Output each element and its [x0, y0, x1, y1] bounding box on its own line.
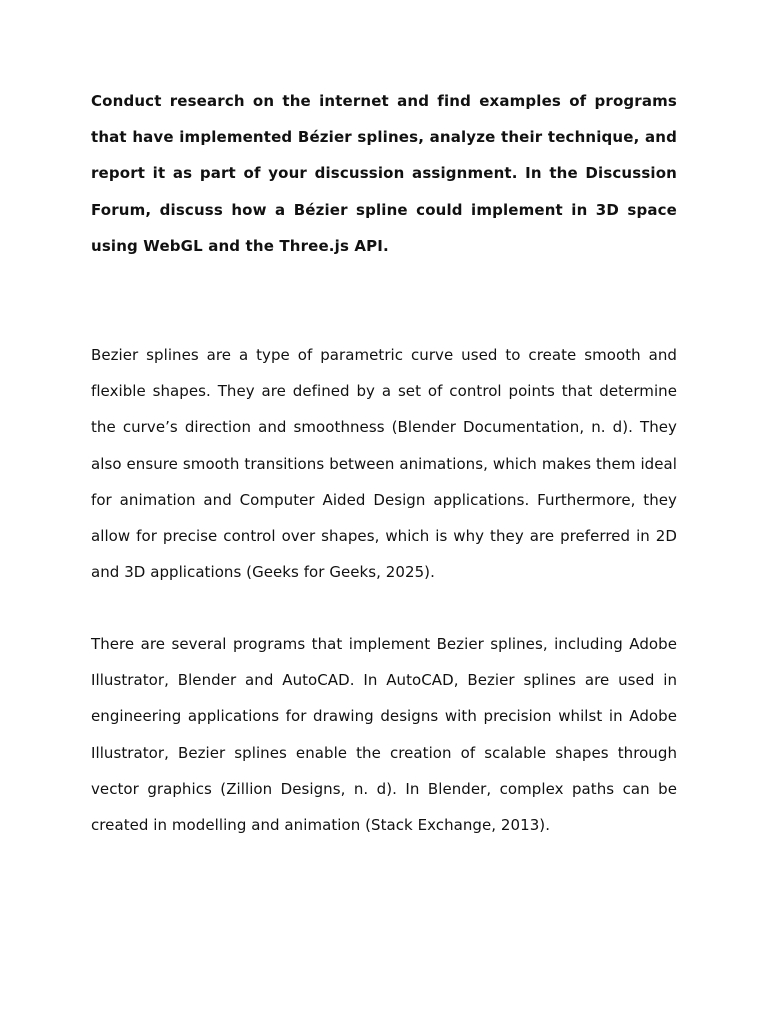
body-paragraph-2: There are several programs that implement Bezier splines, including Adobe Illustrator, Blender and AutoCAD. In AutoCAD, Bezier splines are used in engineering applications for drawing designs with precision whilst in Adobe Illustrator, Bezier splines enable the creation of scalable shapes through vector graphics (Zillion Designs, n. d). In Blender, complex paths can be created in modelling and animation (Stack Exchange, 2013). [91, 635, 677, 835]
assignment-prompt: Conduct research on the internet and find examples of programs that have implemented Bézier splines, analyze their technique, and report it as part of your discussion assignment. In the Discussion Forum, discuss how a Bézier spline could implement in 3D space using WebGL and the Three.js API. [91, 92, 677, 255]
body-paragraph-1: Bezier splines are a type of parametric curve used to create smooth and flexible shapes. They are defined by a set of control points that determine the curve’s direction and smoothness (Blender Documentation, n. d). They also ensure smooth transitions between animations, which makes them ideal for animation and Computer Aided Design applications. Furthermore, they allow for precise control over shapes, which is why they are preferred in 2D and 3D applications (Geeks for Geeks, 2025). [91, 346, 677, 582]
